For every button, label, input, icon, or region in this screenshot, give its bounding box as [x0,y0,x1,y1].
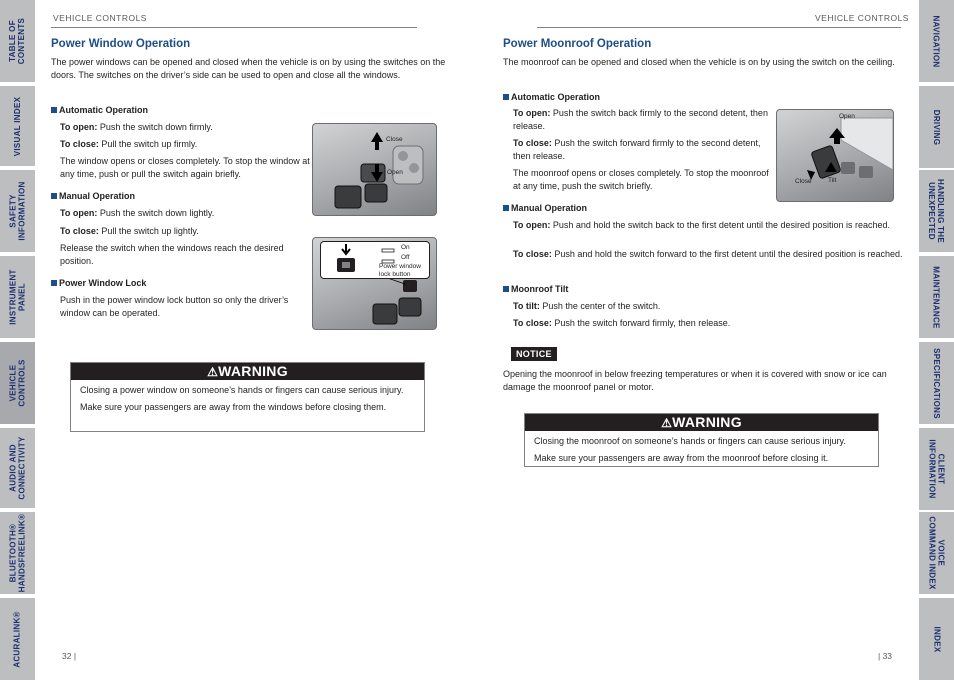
bullet-square-icon [51,280,57,286]
warning-triangle-icon: ⚠ [207,365,219,379]
notice-badge: NOTICE [511,347,557,361]
tab-client-information[interactable]: CLIENT INFORMATION [919,428,954,510]
right-header-rule [537,27,901,28]
moonroof-auto-note: The moonroof opens or closes completely. To stop the moonroof at any time, push the switch briefly. [513,168,769,192]
window-manual-note: Release the switch when the windows reach the desired position. [60,243,284,267]
notice-text: Opening the moonroof in below freezing temperatures or when it is covered with snow or ice can damage the moonroof panel or motor. [503,369,887,393]
lock-off-label: Off [401,254,410,261]
power-window-intro: The power windows can be opened and closed when the vehicle is on by using the switches on the doors. The switches on the driver’s side can be used to open and close all the windows. [51,57,446,81]
tab-specifications[interactable]: SPECIFICATIONS [919,342,954,424]
tab-instrument-panel[interactable]: INSTRUMENT PANEL [0,256,35,338]
tab-navigation[interactable]: NAVIGATION [919,0,954,82]
bullet-square-icon [51,107,57,113]
bullet-square-icon [503,205,509,211]
moonroof-manual-open: To open: Push and hold the switch back to the first detent until the desired position is reached. [513,220,891,230]
tab-safety-information[interactable]: SAFETY INFORMATION [0,170,35,252]
subheading-moonroof-tilt: Moonroof Tilt [503,284,568,294]
fig1-open-label: Open [387,169,403,176]
window-auto-close: To close: Pull the switch up firmly. [60,139,198,149]
tab-voice-command-index[interactable]: VOICE COMMAND INDEX [919,512,954,594]
fig1-close-label: Close [386,136,403,143]
window-lock-text: Push in the power window lock button so only the driver’s window can be operated. [60,295,289,319]
window-manual-close: To close: Pull the switch up lightly. [60,226,199,236]
section-title-power-moonroof: Power Moonroof Operation [503,38,652,50]
lock-button-label: Power window lock button [379,263,421,278]
left-tab-strip [0,0,35,680]
tab-audio-and-connectivity[interactable]: AUDIO AND CONNECTIVITY [0,428,35,508]
moonroof-auto-open: To open: Push the switch back firmly to the second detent, then release. [513,108,768,132]
bullet-square-icon [503,286,509,292]
left-header-rule [51,27,417,28]
window-warning-header: ⚠WARNING [71,363,424,380]
lock-button-icon [321,242,371,278]
moonroof-warning-box [524,413,879,467]
moonroof-warning-line2: Make sure your passengers are away from the moonroof before closing it. [534,453,829,463]
moonroof-switch-drawing [777,110,894,202]
window-switch-illustration [312,123,437,216]
tab-handling-the-unexpected[interactable]: HANDLING THE UNEXPECTED [919,170,954,252]
bullet-square-icon [503,94,509,100]
moonroof-tilt-close: To close: Push the switch forward firmly, then release. [513,318,731,328]
moonroof-warning-line1: Closing the moonroof on someone’s hands or fingers can cause serious injury. [534,436,846,446]
moonroof-warning-header: ⚠WARNING [525,414,878,431]
moonroof-tilt-text: To tilt: Push the center of the switch. [513,301,661,311]
warning-triangle-icon: ⚠ [661,416,673,430]
tab-bluetooth-handsfreelink[interactable]: BLUETOOTH® HANDSFREELINK® [0,512,35,594]
window-auto-open: To open: Push the switch down firmly. [60,122,213,132]
lock-on-label: On [401,244,410,251]
tab-index[interactable]: INDEX [919,598,954,680]
window-lock-illustration [312,237,437,330]
window-warning-line2: Make sure your passengers are away from the windows before closing them. [80,402,387,412]
window-warning-line1: Closing a power window on someone’s hands or fingers can cause serious injury. [80,385,404,395]
subheading-moonroof-manual: Manual Operation [503,203,587,213]
tab-vehicle-controls[interactable]: VEHICLE CONTROLS [0,342,35,424]
moonroof-auto-close: To close: Push the switch forward firmly to the second detent, then release. [513,138,761,162]
right-tab-strip [919,0,954,680]
fig-open-label: Open [839,113,855,120]
section-title-power-window: Power Window Operation [51,38,191,50]
right-running-header: VEHICLE CONTROLS [815,13,909,23]
tab-visual-index[interactable]: VISUAL INDEX [0,86,35,166]
fig-close-label: Close [795,178,812,185]
tab-acuralink[interactable]: ACURALINK® [0,598,35,680]
subheading-window-manual: Manual Operation [51,191,135,201]
moonroof-intro: The moonroof can be opened and closed when the vehicle is on by using the switch on the ceiling. [503,57,895,67]
window-manual-open: To open: Push the switch down lightly. [60,208,215,218]
left-running-header: VEHICLE CONTROLS [53,13,147,23]
fig-tilt-label: Tilt [828,177,837,184]
window-auto-note: The window opens or closes completely. To stop the window at any time, push or pull the switch again briefly. [60,156,310,180]
left-page-number: 32 | [62,651,77,661]
subheading-window-lock: Power Window Lock [51,278,146,288]
subheading-moonroof-automatic: Automatic Operation [503,92,600,102]
moonroof-switch-illustration [776,109,894,202]
tab-maintenance[interactable]: MAINTENANCE [919,256,954,338]
tab-table-of-contents[interactable]: TABLE OF CONTENTS [0,0,35,82]
window-switch-drawing [313,124,437,216]
bullet-square-icon [51,193,57,199]
lock-callout-box [320,241,430,279]
right-page-number: | 33 [878,651,893,661]
moonroof-manual-close: To close: Push and hold the switch forward to the first detent until the desired position is reached. [513,249,903,259]
subheading-window-automatic: Automatic Operation [51,105,148,115]
window-warning-box [70,362,425,432]
tab-driving[interactable]: DRIVING [919,86,954,168]
